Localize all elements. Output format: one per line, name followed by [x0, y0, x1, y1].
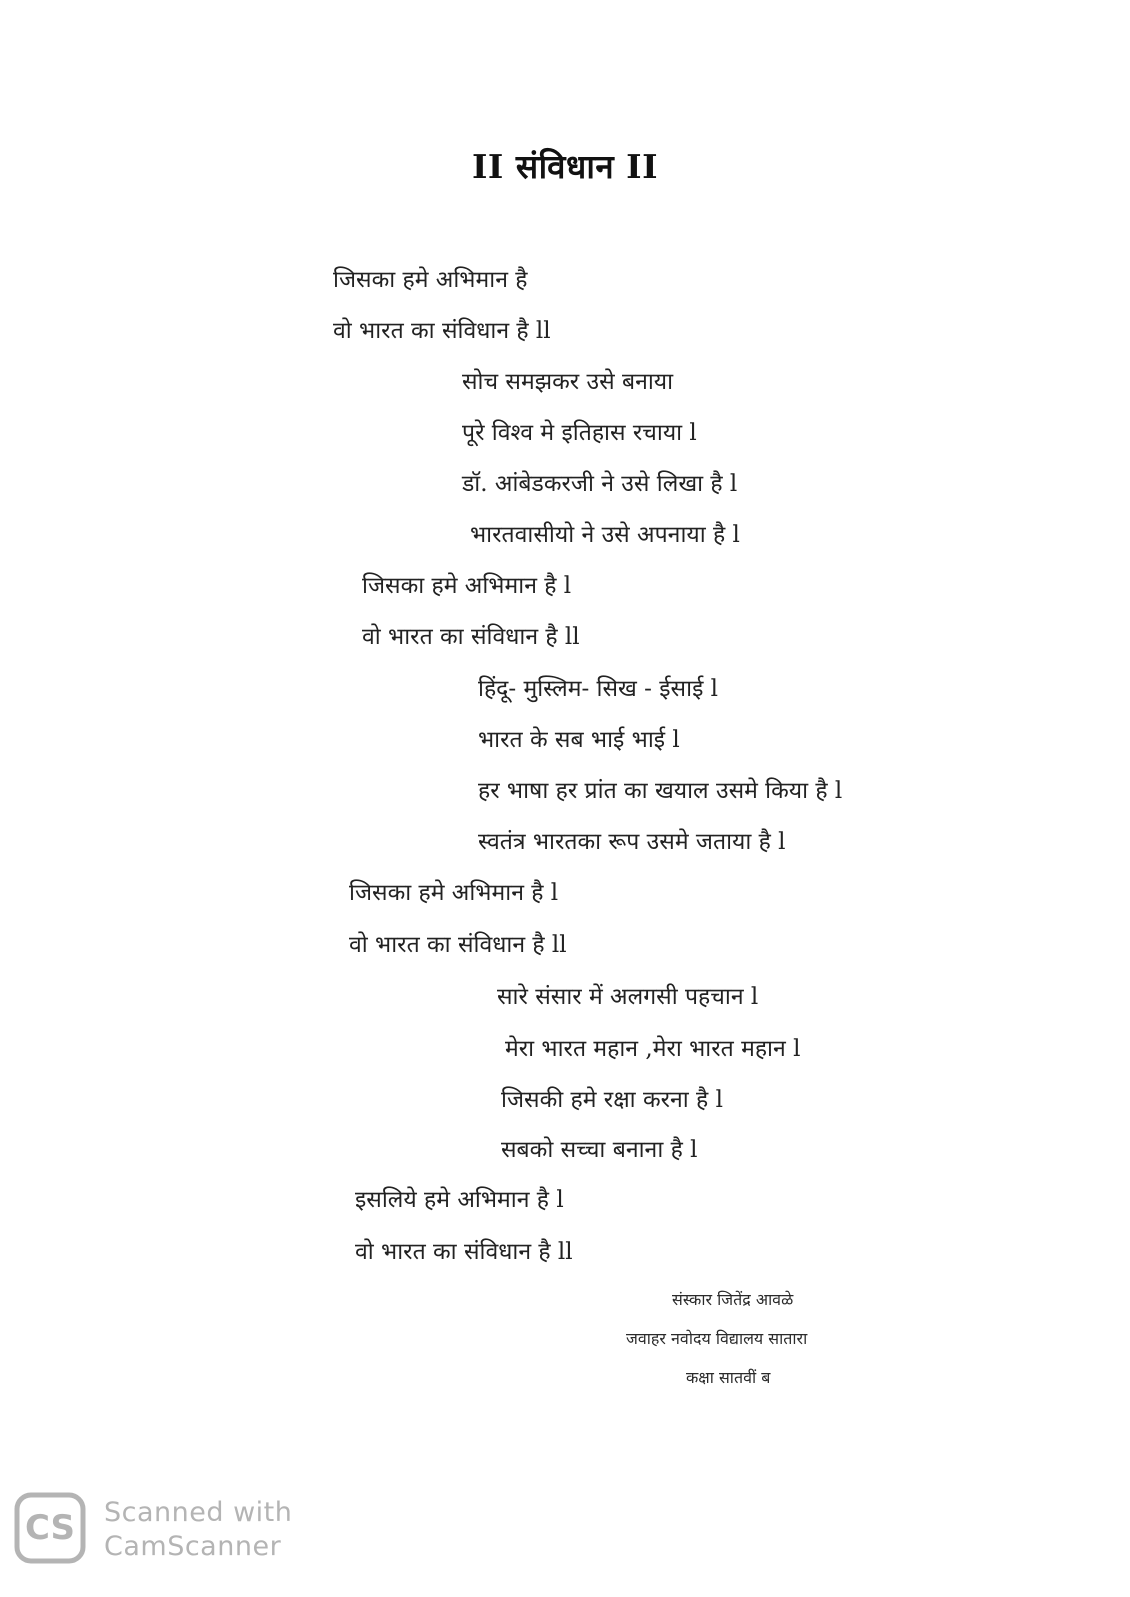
poem-line: हिंदू- मुस्लिम- सिख - ईसाई l [478, 676, 719, 702]
poem-title: II संविधान II [471, 147, 659, 186]
poem-line: वो भारत का संविधान है ll [362, 624, 580, 650]
watermark-line-2: CamScanner [104, 1531, 282, 1562]
poem-line: सबको सच्चा बनाना है l [501, 1137, 698, 1163]
poem-line: स्वतंत्र भारतका रूप उसमे जताया है l [478, 829, 786, 855]
poem-line: जिसकी हमे रक्षा करना है l [501, 1087, 723, 1113]
poem-line: जिसका हमे अभिमान है l [349, 880, 559, 906]
camscanner-logo-text: CS [24, 1508, 76, 1548]
poem-line: सारे संसार में अलगसी पहचान l [497, 984, 759, 1010]
author-school: जवाहर नवोदय विद्यालय सातारा [626, 1329, 808, 1348]
poem-line: हर भाषा हर प्रांत का खयाल उसमे किया है l [478, 778, 843, 804]
poem-line: डॉ. आंबेडकरजी ने उसे लिखा है l [462, 471, 738, 497]
poem-line: पूरे विश्व मे इतिहास रचाया l [462, 420, 697, 446]
watermark-line-1: Scanned with [104, 1497, 293, 1528]
poem-line: जिसका हमे अभिमान है [333, 267, 528, 293]
poem-line: वो भारत का संविधान है ll [355, 1239, 573, 1265]
poem-line: भारतवासीयो ने उसे अपनाया है l [470, 522, 740, 548]
poem-line: जिसका हमे अभिमान है l [362, 573, 572, 599]
author-name: संस्कार जितेंद्र आवळे [672, 1290, 794, 1309]
poem-line: इसलिये हमे अभिमान है l [355, 1187, 564, 1213]
poem-line: वो भारत का संविधान है ll [349, 932, 567, 958]
poem-line: भारत के सब भाई भाई l [478, 727, 680, 753]
poem-line: मेरा भारत महान ,मेरा भारत महान l [505, 1036, 801, 1062]
author-class: कक्षा सातवीं ब [686, 1368, 771, 1387]
camscanner-logo-icon [14, 1492, 86, 1564]
camscanner-watermark [104, 1496, 292, 1564]
poem-line: वो भारत का संविधान है ll [333, 318, 551, 344]
poem-line: सोच समझकर उसे बनाया [462, 369, 674, 395]
